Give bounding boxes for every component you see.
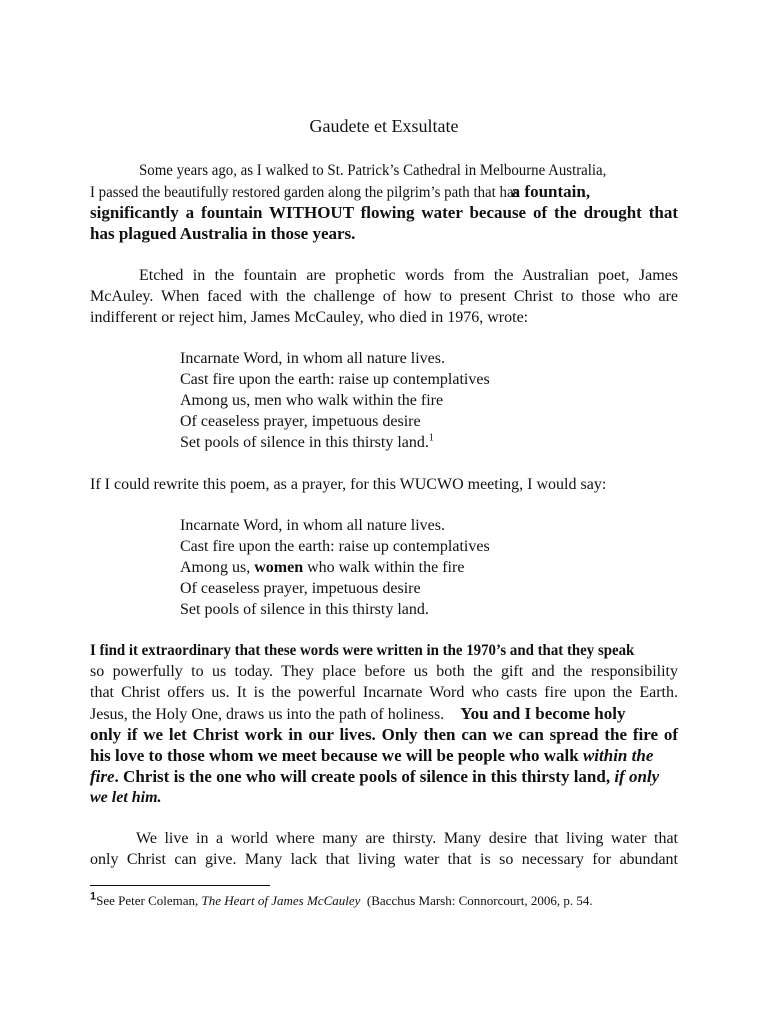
paragraph-2-line-2: McAuley. When faced with the challenge of how to present Christ to those who are — [90, 288, 678, 305]
poem-2-line-5: Set pools of silence in this thirsty land. — [180, 601, 429, 618]
poem-1-line-2: Cast fire upon the earth: raise up contemplatives — [180, 371, 490, 388]
footnote-mark: 1 — [90, 890, 97, 903]
paragraph-4-line-4: Jesus, the Holy One, draws us into the path of holiness. You and I become holy — [90, 704, 626, 723]
paragraph-3: If I could rewrite this poem, as a prayer, for this WUCWO meeting, I would say: — [90, 476, 607, 493]
paragraph-4-line-3: that Christ offers us. It is the powerful Incarnate Word who casts fire upon the Earth. — [90, 684, 678, 701]
poem-1-line-1: Incarnate Word, in whom all nature lives. — [180, 350, 445, 367]
paragraph-5-line-2: only Christ can give. Many lack that living water that is so necessary for abundant — [90, 851, 678, 868]
emphasis-fountain: a fountain, — [511, 182, 591, 201]
paragraph-1-line-3: significantly a fountain WITHOUT flowing water because of the drought that — [90, 203, 678, 222]
footnote-reference[interactable]: 1 — [428, 432, 434, 444]
paragraph-4-line-8: we let him. — [90, 789, 162, 806]
paragraph-4-line-1: I find it extraordinary that these words were written in the 1970’s and that they speak — [90, 642, 635, 659]
paragraph-2-line-3: indifferent or reject him, James McCauley, who died in 1976, wrote: — [90, 309, 529, 326]
poem-2-line-3: Among us, women who walk within the fire — [180, 559, 465, 576]
paragraph-5-line-1: We live in a world where many are thirsty. Many desire that living water that — [136, 830, 678, 847]
poem-2-line-2: Cast fire upon the earth: raise up contemplatives — [180, 538, 490, 555]
poem-2-line-1: Incarnate Word, in whom all nature lives. — [180, 517, 445, 534]
footnote-divider — [90, 885, 270, 886]
page-title: Gaudete et Exsultate — [309, 116, 459, 136]
emphasis-women: women — [254, 559, 304, 576]
footnote: $^1$See Peter Coleman, The Heart of James McCauley (Bacchus Marsh: Connorcourt, 2006, p. 54. — [90, 890, 593, 908]
poem-2-line-4: Of ceaseless prayer, impetuous desire — [180, 580, 421, 597]
poem-1-line-4: Of ceaseless prayer, impetuous desire — [180, 413, 421, 430]
paragraph-2-line-1: Etched in the fountain are prophetic words from the Australian poet, James — [139, 267, 678, 284]
poem-1-line-5: Set pools of silence in this thirsty land.$^1$ — [180, 432, 434, 451]
poem-1-line-3: Among us, men who walk within the fire — [180, 392, 444, 409]
paragraph-1-line-2: I passed the beautifully restored garden along the pilgrim’s path that hasa fountain, — [90, 182, 591, 201]
paragraph-1-line-4: has plagued Australia in those years. — [90, 224, 356, 243]
paragraph-4-line-2: so powerfully to us today. They place before us both the gift and the responsibility — [90, 663, 678, 680]
paragraph-4-line-6: his love to those whom we meet because we will be people who walk within the — [90, 746, 654, 765]
paragraph-4-line-7: fire. Christ is the one who will create pools of silence in this thirsty land, if only — [90, 767, 660, 786]
footnote-book-title: The Heart of James McCauley — [201, 893, 361, 908]
paragraph-4-line-5: only if we let Christ work in our lives. Only then can we can spread the fire of — [90, 725, 678, 744]
paragraph-1-line-1: Some years ago, as I walked to St. Patrick’s Cathedral in Melbourne Australia, — [139, 162, 607, 179]
